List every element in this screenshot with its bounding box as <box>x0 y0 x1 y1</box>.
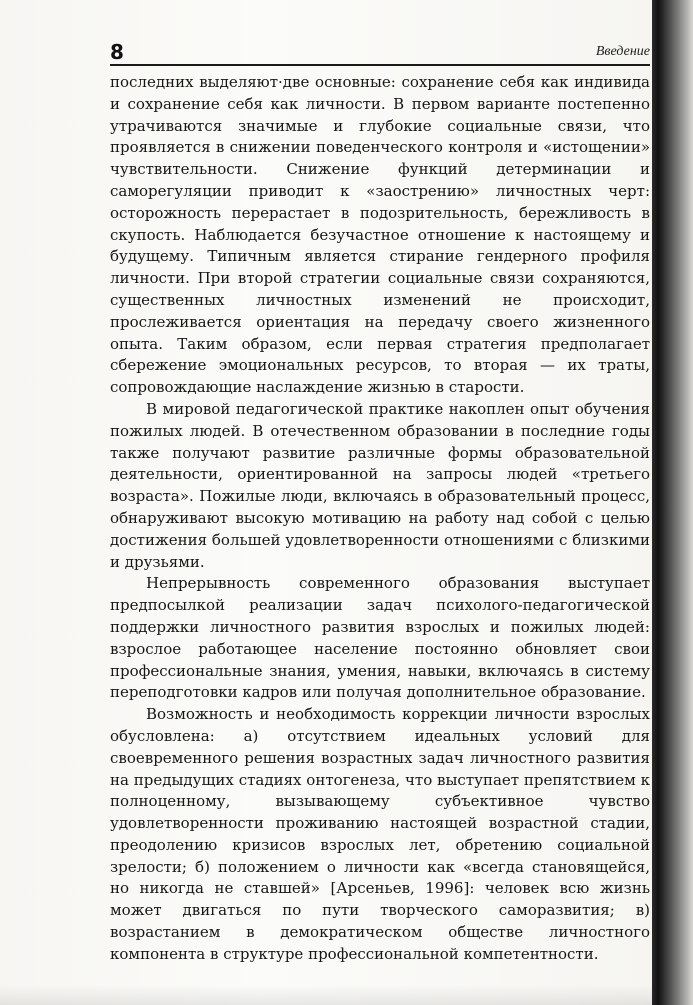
paragraph-2: В мировой педагогической практике накоплен опыт обучения пожилых людей. В отечественном образовании в последние годы также получают развитие различные формы образовательной деятельности, ориентированной на запросы людей «третьего возраста». Пожилые люди, включаясь в образовательный процесс, обнаруживают высокую мотивацию на работу над собой с целью достижения большей удовлетворенности отношениями с близкими и друзьями. <box>110 399 650 571</box>
page-bottom-shadow <box>0 985 660 1005</box>
page-header <box>110 36 650 66</box>
book-spine-shadow <box>652 0 693 1005</box>
running-head: Введение <box>595 44 650 59</box>
body-text <box>110 72 650 966</box>
header-rule <box>110 64 650 66</box>
paragraph-4: Возможность и необходимость коррекции личности взрослых обусловлена: а) отсутствием идеальных условий для своевременного решения возрастных задач личностного развития на предыдущих стадиях онтогенеза, что выступает препятствием к полноценному, вызывающему субъективное чувство удовлетворенности проживанию настоящей возрастной стадии, преодолению кризисов взрослых лет, обретению социальной зрелости; б) положением о личности как «всегда становящейся, но никогда не ставшей» [Арсеньев, 1996]: человек всю жизнь может двигаться по пути творческого саморазвития; в) возрастанием в демократическом обществе личностного компонента в структуре профессиональной компетентности. <box>110 705 650 963</box>
paragraph-1: последних выделяют·две основные: сохранение себя как индивида и сохранение себя как личности. В первом варианте постепенно утрачиваются значимые и глубокие социальные связи, что проявляется в снижении поведенческого контроля и «истощении» чувствительности. Снижение функций детерминации и саморегуляции приводит к «заострению» личностных черт: осторожность перерастает в подозрительность, бережливость в скупость. Наблюдается безучастное отношение к настоящему и будущему. Типичным является стирание гендерного профиля личности. При второй стратегии социальные связи сохраняются, существенных личностных изменений не происходит, прослеживается ориентация на передачу своего жизненного опыта. Таким образом, если первая стратегия предполагает сбережение эмоциональных ресурсов, то вторая — их траты, сопровождающие наслаждение жизнью в старости. <box>110 73 650 397</box>
page-number: 8 <box>110 40 124 64</box>
paragraph-3: Непрерывность современного образования выступает предпосылкой реализации задач психолого-педагогической поддержки личностного развития взрослых и пожилых людей: взрослое работающее население постоянно обновляет свои профессиональные знания, умения, навыки, включаясь в систему переподготовки кадров или получая дополнительное образование. <box>110 574 650 702</box>
